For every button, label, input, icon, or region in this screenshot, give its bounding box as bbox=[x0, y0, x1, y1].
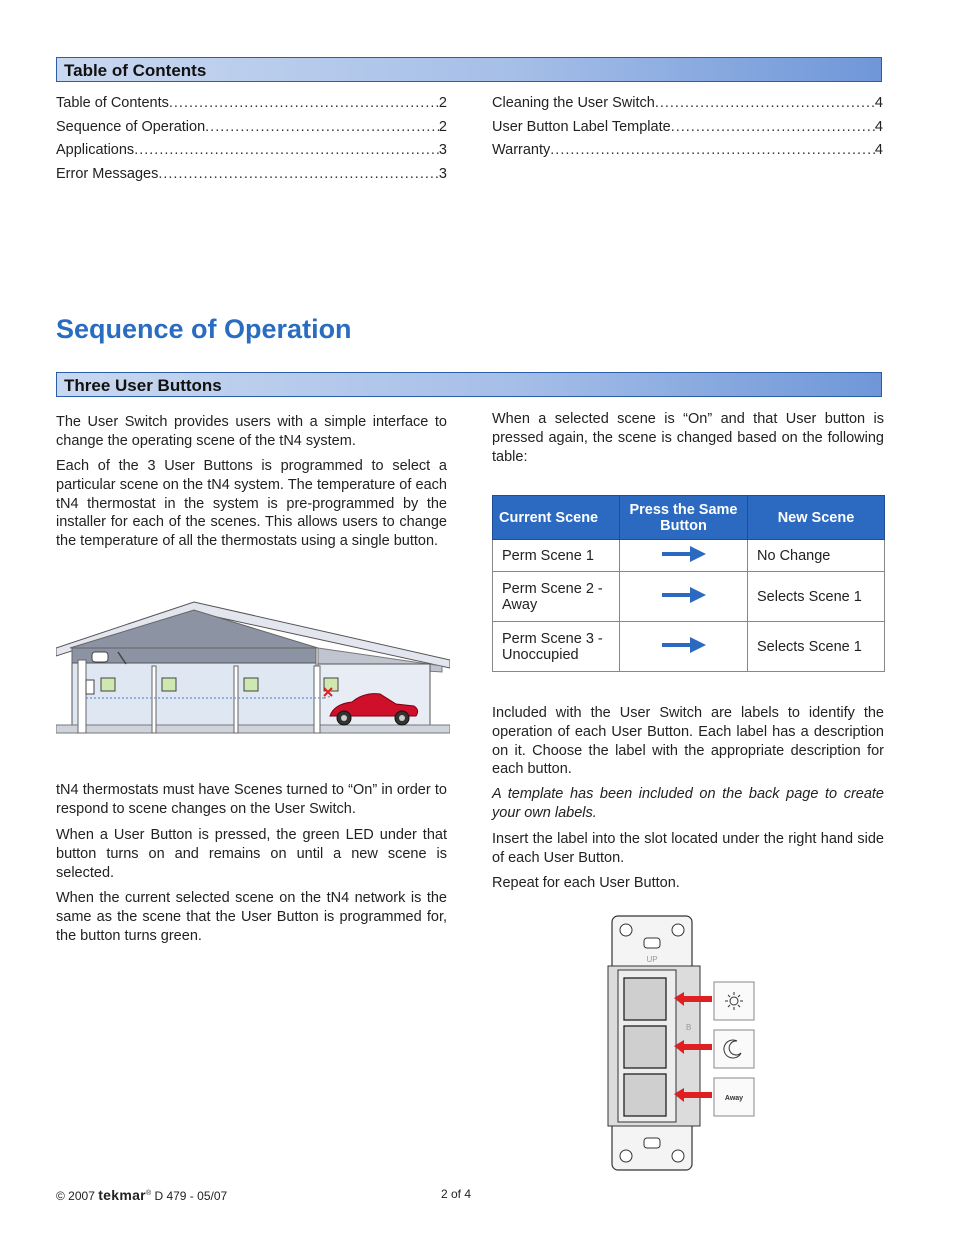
arrow-cell bbox=[620, 622, 748, 672]
user-button-3[interactable] bbox=[624, 1074, 666, 1116]
right-arrow-icon bbox=[662, 637, 706, 653]
toc-entry[interactable]: Table of Contents ..... 2 bbox=[56, 95, 447, 119]
new-scene-cell: Selects Scene 1 bbox=[748, 572, 885, 622]
right-paragraph-1: When a selected scene is “On” and that User button is pressed again, the scene is changed based on the following table: bbox=[492, 411, 884, 465]
table-row bbox=[493, 540, 885, 572]
right-arrow-icon bbox=[662, 546, 706, 562]
footer-left: © 2007 tekmar® D 479 - 05/07 bbox=[56, 1187, 228, 1203]
left-paragraph-4: When a User Button is pressed, the green LED under that button turns on and remains on until a new scene is selected. bbox=[56, 827, 447, 881]
user-button-2[interactable] bbox=[624, 1026, 666, 1068]
new-scene-cell: No Change bbox=[748, 540, 885, 572]
header-current-scene: Current Scene bbox=[493, 496, 620, 540]
current-scene-cell: Perm Scene 3 - Unoccupied bbox=[493, 622, 620, 672]
copyright-text: © 2007 bbox=[56, 1189, 95, 1203]
page-number: 2 of 4 bbox=[441, 1187, 472, 1201]
right-paragraph-2: Included with the User Switch are labels to identify the operation of each User Button. Each label has a description on it. Choose the label with the appropriate description for each button. bbox=[492, 705, 884, 778]
toc-left-column bbox=[56, 95, 447, 189]
left-paragraph-5: When the current selected scene on the tN4 network is the same as the scene that the User Button is programmed for, the button turns green. bbox=[56, 890, 447, 944]
current-scene-cell: Perm Scene 2 - Away bbox=[493, 572, 620, 622]
left-paragraph-1: The User Switch provides users with a simple interface to change the operating scene of the tN4 system. bbox=[56, 414, 447, 449]
table-row bbox=[493, 622, 885, 672]
doc-number: D 479 - 05/07 bbox=[154, 1189, 228, 1203]
scene-table-header-row bbox=[493, 496, 885, 540]
label-sun bbox=[714, 982, 754, 1020]
left-paragraph-2: Each of the 3 User Buttons is programmed to select a particular scene on the tN4 system. The temperature of each tN4 thermostat in the system is pre-programmed by the installer for each of the scenes. This allows users to change the temperature of all the thermostats using a single button. bbox=[56, 458, 447, 550]
right-paragraph-3: A template has been included on the back page to create your own labels. bbox=[492, 786, 884, 821]
switch-up-text: UP bbox=[646, 955, 658, 964]
toc-entry[interactable]: User Button Label Template ..... 4 bbox=[492, 119, 883, 143]
label-moon bbox=[714, 1030, 754, 1068]
right-paragraph-5: Repeat for each User Button. bbox=[492, 875, 680, 891]
current-scene-cell: Perm Scene 1 bbox=[493, 540, 620, 572]
toc-entry[interactable]: Applications ..... 3 bbox=[56, 142, 447, 166]
right-arrow-icon bbox=[662, 587, 706, 603]
left-paragraph-3: tN4 thermostats must have Scenes turned to “On” in order to respond to scene changes on the User Switch. bbox=[56, 782, 447, 817]
toc-entry[interactable]: Sequence of Operation ..... 2 bbox=[56, 119, 447, 143]
brand-logo: tekmar bbox=[98, 1187, 146, 1203]
toc-right-column bbox=[492, 95, 883, 166]
header-press-button: Press the Same Button bbox=[620, 496, 748, 540]
user-button-1[interactable] bbox=[624, 978, 666, 1020]
table-row bbox=[493, 572, 885, 622]
label-away-text: Away bbox=[724, 1095, 744, 1102]
house-illustration bbox=[56, 600, 450, 736]
section-title: Sequence of Operation bbox=[56, 314, 352, 344]
user-switch-figure bbox=[604, 914, 756, 1174]
arrow-cell bbox=[620, 540, 748, 572]
toc-entry[interactable]: Warranty ..... 4 bbox=[492, 142, 883, 166]
toc-heading: Table of Contents bbox=[64, 61, 207, 80]
header-new-scene: New Scene bbox=[748, 496, 885, 540]
switch-b-text: B bbox=[686, 1023, 692, 1032]
right-paragraph-4: Insert the label into the slot located under the right hand side of each User Button. bbox=[492, 831, 884, 866]
arrow-cell bbox=[620, 572, 748, 622]
toc-entry[interactable]: Cleaning the User Switch ..... 4 bbox=[492, 95, 883, 119]
toc-header-bar bbox=[56, 57, 882, 82]
subsection-header-bar bbox=[56, 372, 882, 397]
toc-entry[interactable]: Error Messages ..... 3 bbox=[56, 166, 447, 190]
scene-table bbox=[492, 495, 885, 672]
subsection-heading: Three User Buttons bbox=[64, 376, 222, 395]
new-scene-cell: Selects Scene 1 bbox=[748, 622, 885, 672]
